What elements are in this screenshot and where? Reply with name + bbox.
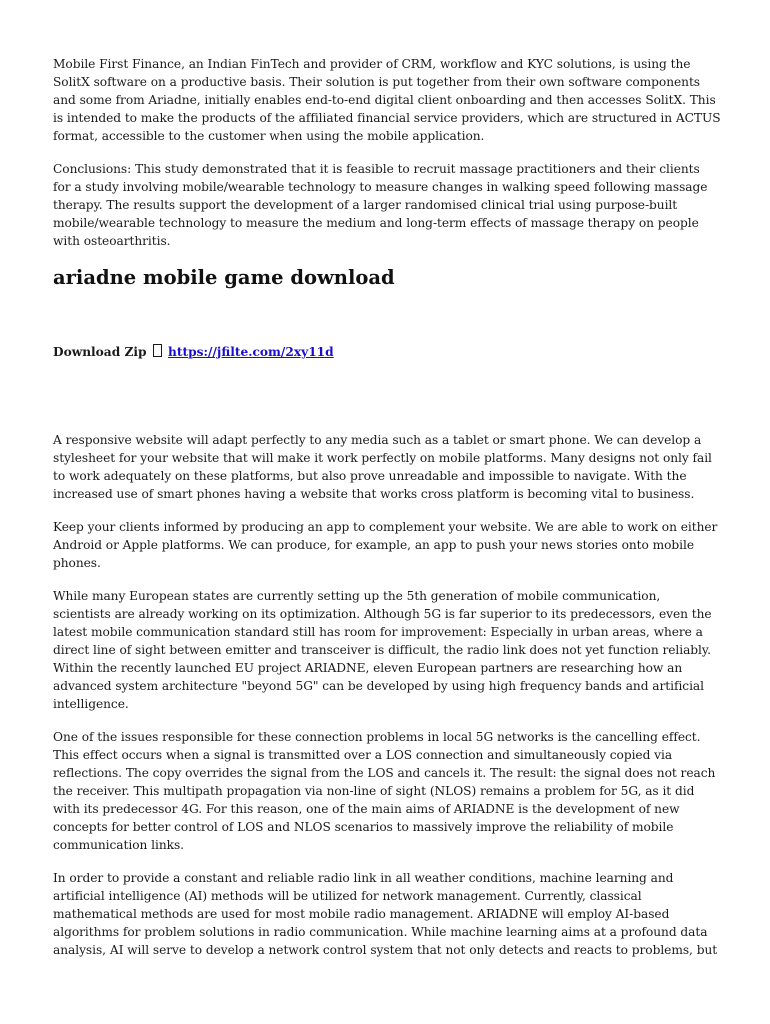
document-page: [53, 55, 721, 974]
paragraph-mobile-first-finance: Mobile First Finance, an Indian FinTech and provider of CRM, workflow and KYC solutions, is using the SolitX software on a productive basis. Their solution is put together from their own software components and some from Ariadne, initially enables end-to-end digital client onboarding and then accesses SolitX. This is intended to make the products of the affiliated financial service providers, which are structured in ACTUS format, accessible to the customer when using the mobile application.: [53, 57, 721, 143]
paragraph-cancelling-effect: One of the issues responsible for these connection problems in local 5G networks is the cancelling effect. This effect occurs when a signal is transmitted over a LOS connection and simultaneously copied via reflections. The copy overrides the signal from the LOS and cancels it. The result: the signal does not reach the receiver. This multipath propagation via non-line of sight (NLOS) remains a problem for 5G, as it did with its predecessor 4G. For this reason, one of the main aims of ARIADNE is the development of new concepts for better control of LOS and NLOS scenarios to massively improve the reliability of mobile communication links.: [53, 730, 716, 852]
page-title: ariadne mobile game download: [53, 266, 395, 289]
paragraph-conclusions: Conclusions: This study demonstrated that it is feasible to recruit massage practitioners and their clients for a study involving mobile/wearable technology to measure changes in walking speed following massage therapy. The results support the development of a larger randomised clinical trial using purpose-built mobile/wearable technology to measure the medium and long-term effects of massage therapy on people with osteoarthritis.: [53, 162, 708, 248]
missing-glyph-icon: [153, 344, 162, 357]
download-label: Download Zip: [53, 345, 147, 359]
paragraph-responsive-website: A responsive website will adapt perfectly to any media such as a tablet or smart phone. We can develop a stylesheet for your website that will make it work perfectly on mobile platforms. Many designs not only fail to work adequately on these platforms, but also prove unreadable and impossible to navigate. With the increased use of smart phones having a website that works cross platform is becoming vital to business.: [53, 433, 712, 501]
paragraph-keep-clients-informed: Keep your clients informed by producing an app to complement your website. We are able to work on either Android or Apple platforms. We can produce, for example, an app to push your news stories onto mobile phones.: [53, 520, 718, 570]
article-body: [53, 431, 721, 959]
paragraph-ai-radio-link: In order to provide a constant and reliable radio link in all weather conditions, machine learning and artificial intelligence (AI) methods will be utilized for network management. Currently, classical mathematical methods are used for most mobile radio management. ARIADNE will employ AI-based algorithms for problem solutions in radio communication. While machine learning aims at a profound data analysis, AI will serve to develop a network control system that not only detects and reacts to problems, but: [53, 871, 718, 957]
download-link[interactable]: https://jfilte.com/2xy11d: [168, 345, 334, 359]
paragraph-european-5g: While many European states are currently setting up the 5th generation of mobile communication, scientists are already working on its optimization. Although 5G is far superior to its predecessors, even the latest mobile communication standard still has room for improvement: Especially in urban areas, where a direct line of sight between emitter and transceiver is difficult, the radio link does not yet function reliably. Within the recently launched EU project ARIADNE, eleven European partners are researching how an advanced system architecture "beyond 5G" can be developed by using high frequency bands and artificial intelligence.: [53, 589, 712, 711]
download-line: [53, 343, 721, 361]
